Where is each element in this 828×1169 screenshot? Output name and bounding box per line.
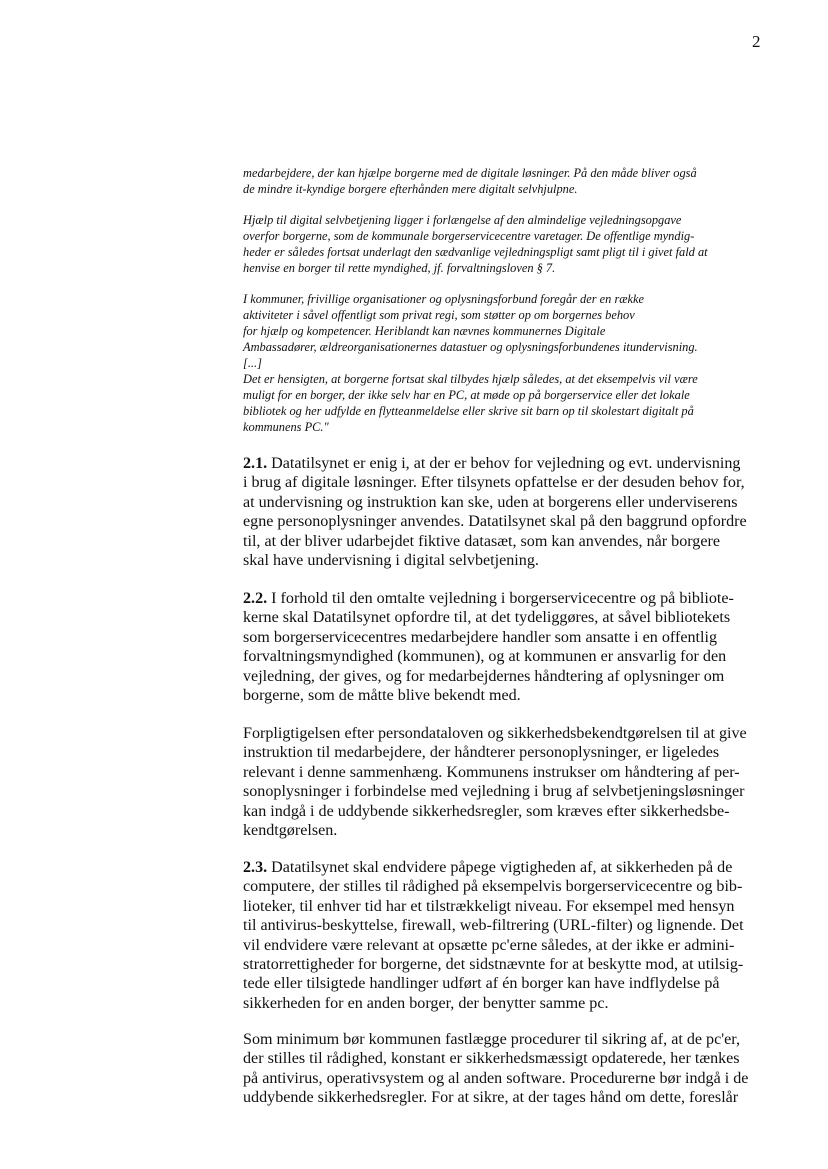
- quote-line: medarbejdere, der kan hjælpe borgerne med de digitale løsninger. På den måde bliver også: [243, 166, 697, 180]
- paragraph-line: Datatilsynet skal endvidere påpege vigtigheden af, at sikkerheden på de: [267, 859, 733, 876]
- section-2-2: [243, 589, 783, 705]
- paragraph-line: stratorrettigheder for borgerne, det sidstnævnte for at beskytte mod, at utilsig-: [243, 956, 744, 974]
- page-number: 2: [752, 32, 761, 51]
- quote-line: overfor borgerne, som de kommunale borgerservicecentre varetager. De offentlige myndig-: [243, 229, 695, 243]
- paragraph-line: tede eller tilsigtede handlinger udført af én borger kan have indflydelse på: [243, 975, 720, 993]
- paragraph-line: til antivirus-beskyttelse, firewall, web-filtrering (URL-filter) og lignende. Det: [243, 917, 744, 935]
- quote-line: de mindre it-kyndige borgere efterhånden mere digitalt selvhjulpne.: [243, 182, 578, 196]
- quote-line: for hjælp og kompetencer. Heriblandt kan nævnes kommunernes Digitale: [243, 324, 606, 338]
- quote-line: bibliotek og her udfylde en flytteanmeldelse eller skrive sit barn op til skolestart digitalt på: [243, 404, 694, 418]
- paragraph-forpligtigelsen: [243, 724, 783, 840]
- paragraph-line: I forhold til den omtalte vejledning i borgerservicecentre og på bibliote-: [267, 590, 734, 607]
- paragraph-line: i brug af digitale løsninger. Efter tilsynets opfattelse er der desuden behov for,: [243, 474, 745, 492]
- quote-block-1: [243, 165, 783, 197]
- quote-line: kommunens PC.": [243, 420, 329, 434]
- section-number: 2.2.: [243, 590, 268, 607]
- paragraph-line: vejledning, der gives, og for medarbejdernes håndtering af oplysninger om: [243, 667, 725, 685]
- quote-line: Hjælp til digital selvbetjening ligger i forlængelse af den almindelige vejledningsopgave: [243, 213, 682, 227]
- paragraph-line: på antivirus, operativsystem og al anden software. Procedurerne bør indgå i de: [243, 1069, 749, 1087]
- paragraph-line: computere, der stilles til rådighed på eksempelvis borgerservicecentre og bib-: [243, 878, 743, 896]
- paragraph-line: sikkerheden for en anden borger, der benytter samme pc.: [243, 994, 609, 1012]
- paragraph-line: til, at der bliver udarbejdet fiktive datasæt, som kan anvendes, når borgere: [243, 532, 720, 550]
- quote-line: Det er hensigten, at borgerne fortsat skal tilbydes hjælp således, at det eksempelvis vil være: [243, 372, 698, 386]
- paragraph-line: egne personoplysninger anvendes. Datatilsynet skal på den baggrund opfordre: [243, 513, 747, 531]
- paragraph-line: som borgerservicecentres medarbejdere handler som ansatte i en offentlig: [243, 628, 717, 646]
- paragraph-line: relevant i denne sammenhæng. Kommunens instrukser om håndtering af per-: [243, 763, 740, 781]
- quote-line: heder er således fortsat underlagt den sædvanlige vejledningspligt samt pligt til i givet fald at: [243, 245, 708, 259]
- quote-block-3: [243, 291, 783, 435]
- quote-line: henvise en borger til rette myndighed, jf. forvaltningsloven § 7.: [243, 261, 556, 275]
- paragraph-line: Som minimum bør kommunen fastlægge procedurer til sikring af, at de pc'er,: [243, 1031, 741, 1048]
- paragraph-line: sonoplysninger i forbindelse med vejledning i brug af selvbetjeningsløsninger: [243, 783, 745, 801]
- paragraph-line: kan indgå i de uddybende sikkerhedsregler, som kræves efter sikkerhedsbe-: [243, 802, 730, 820]
- quote-line: [...]: [243, 356, 262, 370]
- paragraph-line: forvaltningsmyndighed (kommunen), og at kommunen er ansvarlig for den: [243, 648, 727, 666]
- quote-line: muligt for en borger, der ikke selv har en PC, at møde op på borgerservice eller det lokale: [243, 388, 690, 402]
- quote-line: aktiviteter i såvel offentligt som privat regi, som støtter op om borgernes behov: [243, 308, 635, 322]
- quote-block-2: [243, 212, 783, 276]
- paragraph-line: instruktion til medarbejdere, der håndterer personoplysninger, er ligeledes: [243, 744, 720, 762]
- paragraph-line: Datatilsynet er enig i, at der er behov for vejledning og evt. undervisning: [267, 455, 741, 472]
- paragraph-line: uddybende sikkerhedsregler. For at sikre, at der tages hånd om dette, foreslår: [243, 1089, 739, 1107]
- paragraph-som-minimum: [243, 1030, 783, 1108]
- paragraph-line: der stilles til rådighed, konstant er sikkerhedsmæssigt opdaterede, her tænkes: [243, 1050, 740, 1068]
- section-2-3: [243, 858, 783, 1013]
- paragraph-line: kendtgørelsen.: [243, 822, 338, 840]
- paragraph-line: lioteker, til enhver tid har et tilstrækkeligt niveau. For eksempel med hensyn: [243, 897, 735, 915]
- paragraph-line: borgerne, som de måtte blive bekendt med.: [243, 687, 521, 705]
- section-number: 2.1.: [243, 455, 268, 472]
- quote-line: I kommuner, frivillige organisationer og oplysningsforbund foregår der en række: [243, 292, 645, 306]
- paragraph-line: skal have undervisning i digital selvbetjening.: [243, 552, 539, 570]
- section-2-1: [243, 454, 783, 570]
- paragraph-line: kerne skal Datatilsynet opfordre til, at det tydeliggøres, at såvel bibliotekets: [243, 609, 731, 627]
- paragraph-line: Forpligtigelsen efter persondataloven og sikkerhedsbekendtgørelsen til at give: [243, 725, 747, 742]
- section-number: 2.3.: [243, 859, 268, 876]
- paragraph-line: at undervisning og instruktion kan ske, uden at borgerens eller underviserens: [243, 493, 738, 511]
- quote-line: Ambassadører, ældreorganisationernes datastuer og oplysningsforbundenes itundervisning.: [243, 340, 698, 354]
- paragraph-line: vil endvidere være relevant at opsætte pc'erne således, at der ikke er admini-: [243, 936, 735, 954]
